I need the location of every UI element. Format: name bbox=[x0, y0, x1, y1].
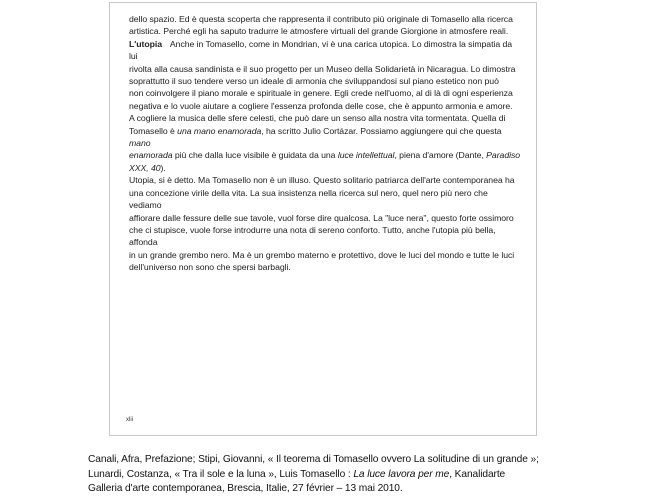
paragraph-conclusion bbox=[129, 174, 521, 273]
document-page bbox=[109, 2, 537, 436]
caption-line: Lunardi, Costanza, « Tra il sole e la luna », Luis Tomasello : bbox=[88, 468, 354, 480]
caption-line: , Kanalidarte bbox=[449, 468, 506, 480]
essay-text bbox=[129, 13, 521, 274]
text-line: soprattutto il suo tendere verso un ideale di armonia che sviluppandosi sul piano estetico non può bbox=[129, 76, 499, 87]
italic-run: luce intellettual bbox=[337, 150, 395, 161]
text-run: , piena d'amore (Dante, bbox=[394, 150, 487, 161]
text-run: , ha scritto Julio Cortázar. Possiamo aggiungere qui che questa bbox=[261, 125, 502, 136]
text-run: più che dalla luce visibile è guidata da una bbox=[172, 150, 338, 161]
italic-run: enamorada bbox=[129, 150, 173, 161]
caption-line: Canali, Afra, Prefazione; Stipi, Giovanni, « Il teorema di Tomasello ovvero La solitudine di un grande »; bbox=[88, 454, 539, 465]
italic-run: una mano enamorada bbox=[177, 125, 262, 136]
caption-line: Galleria d'arte contemporanea, Brescia, Italie, 27 février – 13 mai 2010. bbox=[88, 483, 403, 495]
text-line: A cogliere la musica delle sfere celesti, che può dare un senso alla nostra vita tormentata. Quella di bbox=[129, 113, 506, 124]
source-caption bbox=[88, 453, 608, 497]
page-number: xlii bbox=[126, 417, 133, 423]
text-line: artistica. Perché egli ha saputo tradurre le atmosfere virtuali del grande Giorgione in atmosfere reali. bbox=[129, 26, 509, 37]
italic-run: Paradiso bbox=[486, 150, 521, 161]
text-run: Tomasello è bbox=[129, 125, 178, 136]
text-run: ). bbox=[160, 162, 166, 173]
italic-run: mano bbox=[129, 138, 151, 149]
text-line: rivolta alla causa sandinista e il suo progetto per un Museo della Solidarietà in Nicaragua. Lo dimostra bbox=[129, 63, 516, 74]
paragraph-intro bbox=[129, 13, 521, 38]
paragraph-utopia bbox=[129, 38, 521, 174]
text-line: che ci stupisce, vuole forse introdurre una nota di sereno conforto. Tutto, anche l'utopia più bella, affonda bbox=[129, 224, 496, 248]
text-line: non coinvolgere il piano morale e spirituale in genere. Egli crede nell'uomo, al di là di ogni esperienza bbox=[129, 88, 513, 99]
section-heading: L'utopia bbox=[129, 38, 163, 49]
text-line: dell'universo non sono che spersi barbagli. bbox=[129, 262, 291, 273]
text-line: dello spazio. Ed è questa scoperta che rappresenta il contributo più originale di Tomasello alla ricerca bbox=[129, 14, 513, 24]
caption-book-title: La luce lavora per me bbox=[353, 468, 450, 480]
text-line: in un grande grembo nero. Ma è un grembo materno e protettivo, dove le luci del mondo e tutte le luci bbox=[129, 249, 515, 260]
text-line: una concezione virile della vita. La sua insistenza nella ricerca sul nero, quel nero più nero che vediamo bbox=[129, 187, 488, 211]
text-line: negativa e lo vuole aiutare a cogliere l'essenza profonda delle cose, che è appunto armonia e amore. bbox=[129, 100, 513, 111]
italic-run: XXX, 40 bbox=[129, 162, 161, 173]
text-line: affiorare dalle fessure delle sue tavole, vuol forse dire qualcosa. La "luce nera", questo forte ossimoro bbox=[129, 212, 514, 223]
text-line: Anche in Tomasello, come in Mondrian, vi è una carica utopica. Lo dimostra la simpatia da lui bbox=[129, 38, 513, 62]
text-line: Utopia, si è detto. Ma Tomasello non è un illuso. Questo solitario patriarca dell'arte contemporanea ha bbox=[129, 175, 515, 186]
